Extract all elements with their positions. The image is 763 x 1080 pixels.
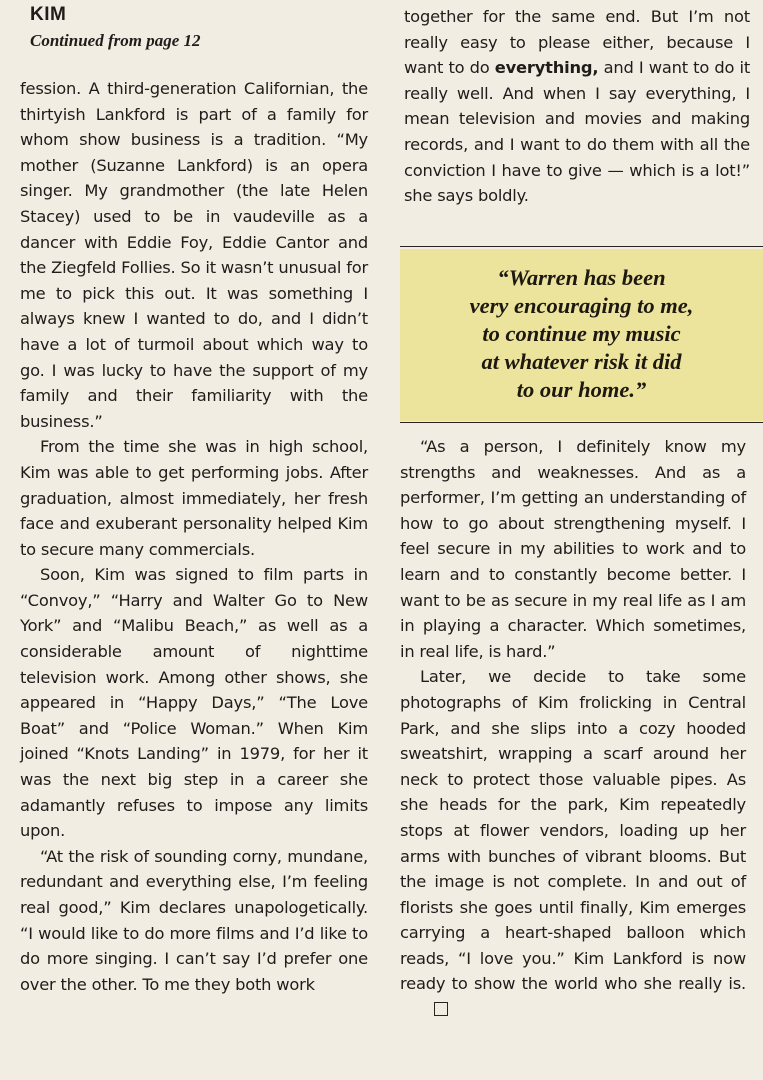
pull-quote-line: very encouraging to me,: [469, 293, 694, 318]
body-paragraph: Later, we decide to take some photographs of Kim frolicking in Central Park, and she slips into a cozy hooded sweatshirt, wrapping a scarf around her neck to protect those valuable pipes. As she heads for the park, Kim repeatedly stops at flower vendors, loading up her arms with bunches of vibrant blooms. But the image is not complete. In and out of florists she goes until finally, Kim emerges carrying a heart-shaped balloon which reads, “I love you.” Kim Lankford is now ready to show the world who she really is.: [400, 664, 746, 1022]
right-column-top-text: [404, 4, 750, 209]
continued-note: Continued from page 12: [30, 31, 201, 50]
pull-quote-bottom-rule: [400, 422, 763, 423]
body-paragraph: Soon, Kim was signed to film parts in “Convoy,” “Harry and Walter Go to New York” and “Malibu Beach,” as well as a considerable amount of nighttime television work. Among other shows, she appeared in “Happy Days,” “The Love Boat” and “Police Woman.” When Kim joined “Knots Landing” in 1979, for her it was the next big step in a career she adamantly refuses to impose any limits upon.: [20, 565, 368, 841]
body-paragraph: From the time she was in high school, Kim was able to get performing jobs. After graduation, almost immediately, her fresh face and exuberant personality helped Kim to secure many commercials.: [20, 437, 368, 559]
emphasis-word: everything,: [494, 58, 599, 78]
pull-quote-line: “Warren has been: [497, 265, 666, 290]
right-column-bottom-text: [400, 434, 746, 1023]
body-paragraph: “At the risk of sounding corny, mundane, redundant and everything else, I’m feeling real good,” Kim declares unapologetically. “I would like to do more films and I’d like to do more singing. I can’t say I’d prefer one over the other. To me they both work: [20, 846, 368, 994]
pull-quote: [400, 249, 763, 421]
body-paragraph: fession. A third-generation Californian, the thirtyish Lankford is part of a family for whom show business is a tradition. “My mother (Suzanne Lankford) is an opera singer. My grandmother (the late Helen Stacey) used to be in vaudeville as a dancer with Eddie Foy, Eddie Cantor and the Ziegfeld Follies. So it wasn’t unusual for me to pick this out. It was something I always knew I wanted to do, and I didn’t have a lot of turmoil about which way to go. I was lucky to have the support of my family and their familiarity with the business.”: [20, 79, 368, 431]
pull-quote-top-rule: [400, 246, 763, 247]
left-column-text: [20, 76, 368, 997]
end-mark-icon: [434, 1002, 448, 1016]
pull-quote-line: at whatever risk it did: [481, 349, 682, 374]
body-paragraph: together for the same end. But I’m not really easy to please either, because I want to do everything, and I want to do it really well. And when I say everything, I mean television and movies and making records, and I want to do them with all the conviction I have to give — which is a lot!” she says boldly.: [404, 7, 751, 206]
pull-quote-line: to continue my music: [482, 321, 681, 346]
pull-quote-line: to our home.”: [516, 377, 647, 402]
section-kicker: KIM: [30, 4, 67, 25]
body-paragraph: “As a person, I definitely know my strengths and weaknesses. And as a performer, I’m getting an understanding of how to go about strengthening myself. I feel secure in my abilities to work and to learn and to constantly become better. I want to be as secure in my real life as I am in playing a character. Which sometimes, in real life, is hard.”: [400, 437, 746, 661]
